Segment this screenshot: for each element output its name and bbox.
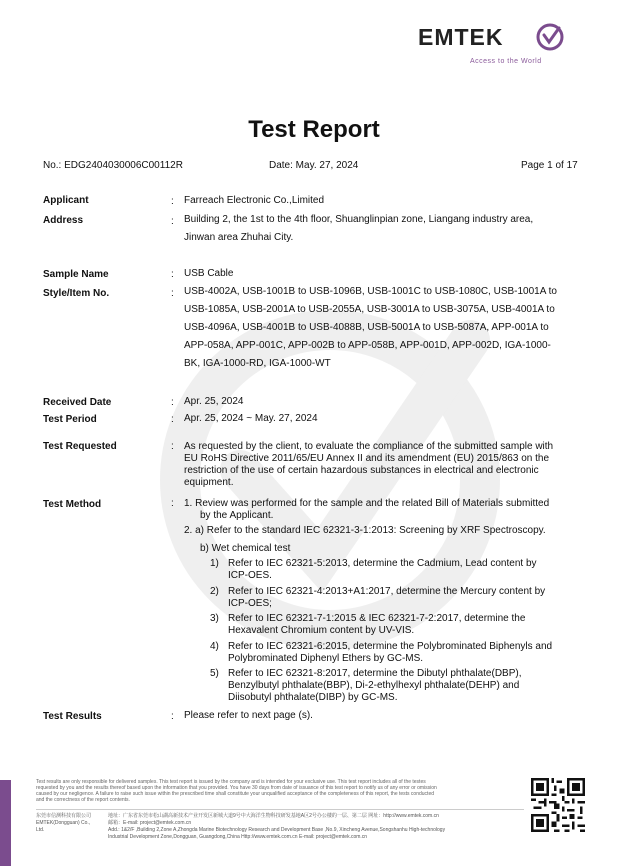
- sample-name-value: USB Cable: [184, 268, 234, 279]
- method-sub-line: Refer to IEC 62321-6:2015, determine the Polybrominated Biphenyls and: [228, 641, 553, 652]
- received-date-value: Apr. 25, 2024: [184, 396, 244, 407]
- footer-accent-bar: [0, 780, 11, 866]
- colon: :: [171, 711, 174, 722]
- applicant-label: Applicant: [43, 195, 89, 206]
- company-en: EMTEK(Dongguan) Co., Ltd.: [36, 820, 91, 833]
- method-sub-line: Refer to IEC 62321-8:2017, determine the Dibutyl phthalate(DBP),: [228, 668, 522, 679]
- method-line: by the Applicant.: [200, 510, 274, 521]
- method-sub-line: Hexavalent Chromium content by UV-VIS.: [228, 625, 415, 636]
- company-cn: 东莞市信测科技有限公司: [36, 813, 92, 819]
- colon: :: [171, 196, 174, 207]
- page-number: Page 1 of 17: [521, 160, 578, 171]
- received-date-label: Received Date: [43, 397, 112, 408]
- test-requested-line: As requested by the client, to evaluate the compliance of the submitted sample with: [184, 441, 554, 452]
- disclaimer-line: Test results are only responsible for delivered samples. This test report is issued by the company and is intended for your exclusive use. This test report includes all of the testes: [36, 779, 426, 785]
- method-sub-number: 1): [210, 558, 219, 569]
- test-method-item-1: [184, 498, 584, 522]
- test-period-label: Test Period: [43, 414, 97, 425]
- colon: :: [171, 397, 174, 408]
- colon: :: [171, 216, 174, 227]
- style-item-line: APP-058A, APP-001C, APP-002B to APP-058B, APP-001D, APP-002D, IGA-1000-: [184, 340, 551, 351]
- colon: :: [171, 269, 174, 280]
- brand-name: EMTEK: [418, 24, 504, 50]
- test-results-label: Test Results: [43, 711, 102, 722]
- test-method-item-2b: b) Wet chemical test: [200, 543, 291, 554]
- disclaimer-line: requested by you and the results thereof based upon the information that you provided. You have 30 days from date of issuance of this test report to notify us of any error or omission: [36, 785, 437, 791]
- method-sub-line: Polybrominated Diphenyl Ethers by GC-MS.: [228, 653, 424, 664]
- test-method-label: Test Method: [43, 499, 102, 510]
- qr-code-icon: [531, 778, 585, 832]
- style-item-line: USB-4096A, USB-4001B to USB-4088B, USB-5001A to USB-5087A, APP-001A to: [184, 322, 549, 333]
- test-requested-label: Test Requested: [43, 441, 117, 452]
- address-value: [184, 211, 584, 247]
- address-en-2: Industrial Development Zone,Dongguan, Guangdong,China Http://www.emtek.com.cn E-mail: project@emtek.com.cn: [108, 834, 368, 840]
- method-sub-line: Benzylbutyl phthalate(BBP), Di-2-ethylhexyl phthalate(DEHP) and: [228, 680, 520, 691]
- test-requested-line: restriction of the use of certain hazardous substances in electrical and electronic: [184, 465, 539, 476]
- address-line: Building 2, the 1st to the 4th floor, Shuanglinpian zone, Liangang industry area,: [184, 214, 534, 225]
- method-sub-item: [228, 586, 588, 610]
- method-sub-item: [228, 641, 588, 665]
- report-date: Date: May. 27, 2024: [269, 160, 359, 171]
- style-item-line: USB-4002A, USB-1001B to USB-1096B, USB-1001C to USB-1080C, USB-1001A to: [184, 286, 557, 297]
- colon: :: [171, 441, 174, 452]
- address-line: Jinwan area Zhuhai City.: [184, 232, 294, 243]
- method-line: 1. Review was performed for the sample and the related Bill of Materials submitted: [184, 498, 550, 509]
- emtek-logo-mark-icon: [535, 22, 565, 52]
- method-sub-number: 5): [210, 668, 219, 679]
- footer-disclaimer: [36, 779, 524, 803]
- address-label: Address: [43, 215, 84, 226]
- style-item-value: [184, 283, 584, 373]
- method-sub-number: 2): [210, 586, 219, 597]
- method-sub-line: Refer to IEC 62321-5:2013, determine the Cadmium, Lead content by: [228, 558, 537, 569]
- address-en-1: Add.: 1&2/F ,Building 2,Zone A,Zhongda Marine Biotechnology Research and Development Base ,No.9, Xincheng Avenue,Songshanhu High-technology: [108, 827, 446, 833]
- applicant-value: Farreach Electronic Co.,Limited: [184, 195, 325, 206]
- footer-divider: [36, 809, 524, 810]
- style-item-line: BK, IGA-1000-RD, IGA-1000-WT: [184, 358, 331, 369]
- method-sub-number: 3): [210, 613, 219, 624]
- email-cn: 邮箱：E-mail: project@emtek.com.cn: [108, 820, 192, 826]
- method-sub-line: Refer to IEC 62321-7-1:2015 & IEC 62321-7-2:2017, determine the: [228, 613, 526, 624]
- method-sub-line: Diisobutyl phthalate(DIBP) by GC-MS.: [228, 692, 398, 703]
- footer-company: [36, 813, 96, 834]
- colon: :: [171, 498, 174, 509]
- emtek-logo: [418, 20, 568, 70]
- style-item-label: Style/Item No.: [43, 288, 110, 299]
- style-item-line: USB-1085A, USB-2001A to USB-2055A, USB-3001A to USB-3075A, USB-4001A to: [184, 304, 555, 315]
- disclaimer-line: and the correctness of the report contents.: [36, 797, 130, 803]
- colon: :: [171, 414, 174, 425]
- test-requested-line: EU RoHS Directive 2011/65/EU Annex II and its amendment (EU) 2015/863 on the: [184, 453, 550, 464]
- method-sub-line: ICP-OES.: [228, 570, 272, 581]
- test-requested-value: [184, 441, 584, 489]
- method-sub-line: Refer to IEC 62321-4:2013+A1:2017, determine the Mercury content by: [228, 586, 546, 597]
- colon: :: [171, 288, 174, 299]
- page-title: Test Report: [248, 116, 380, 143]
- test-requested-line: equipment.: [184, 477, 234, 488]
- address-cn: 地址：广东省东莞市松山湖高新技术产业开发区新城大道9号中大海洋生物科技研发基地A区2号办公楼的一层、第二层 网址：http://www.emtek.com.cn: [108, 813, 439, 819]
- report-number: No.: EDG2404030006C00112R: [43, 160, 183, 171]
- method-sub-item: [228, 668, 588, 704]
- method-sub-item: [228, 613, 588, 637]
- method-sub-line: ICP-OES;: [228, 598, 272, 609]
- test-results-value: Please refer to next page (s).: [184, 710, 313, 721]
- method-sub-item: [228, 558, 588, 582]
- disclaimer-line: caused by our negligence. A failure to raise such issue within the prescribed time shall constitute your unqualified acceptance of the completeness of this report, the tests conducted: [36, 791, 435, 797]
- footer-address: [108, 813, 528, 841]
- test-period-value: Apr. 25, 2024 ~ May. 27, 2024: [184, 413, 318, 424]
- test-method-item-2a: 2. a) Refer to the standard IEC 62321-3-1:2013: Screening by XRF Spectroscopy.: [184, 525, 546, 536]
- sample-name-label: Sample Name: [43, 269, 109, 280]
- brand-tagline: Access to the World: [470, 58, 542, 65]
- method-sub-number: 4): [210, 641, 219, 652]
